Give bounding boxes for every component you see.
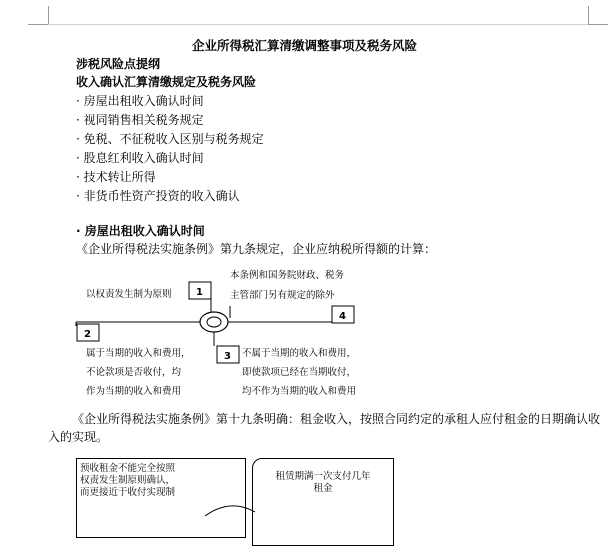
lump-sum-rent-line: 租赁期满一次支付几年: [275, 471, 371, 482]
prepaid-rent-line: 而更接近于收付实现制: [80, 487, 176, 498]
topic-heading: · 房屋出租收入确认时间: [76, 224, 205, 238]
diagram-label-3-line-1: 不属于当期的收入和费用，: [242, 348, 357, 359]
outline-item: · 免税、不征税收入区别与税务规定: [76, 132, 264, 146]
diagram-label-1: 以权责发生制为原则: [86, 289, 172, 300]
diagram-num-4: 4: [339, 311, 346, 322]
document-title: 企业所得税汇算清缴调整事项及税务风险: [191, 38, 417, 53]
outline-item: · 房屋出租收入确认时间: [76, 94, 204, 108]
diagram-label-2-line-2: 不论款项是否收付，均: [86, 367, 182, 378]
diagram-num-2: 2: [84, 329, 91, 340]
diagram-label-2-line-1: 属于当期的收入和费用，: [86, 348, 191, 359]
crop-mark-right-h: [588, 24, 608, 25]
diagram-label-2-line-3: 作为当期的收入和费用: [86, 386, 182, 397]
diagram-label-3-line-3: 均不作为当期的收入和费用: [242, 386, 357, 397]
box-connector: [205, 498, 265, 518]
section-heading: 涉税风险点提纲: [76, 57, 161, 71]
crop-mark-left-h: [28, 24, 48, 25]
page-top-edge: [48, 24, 588, 25]
diagram-num-1: 1: [196, 287, 203, 298]
diagram-num-3: 3: [224, 351, 231, 362]
outline-item: · 股息红利收入确认时间: [76, 151, 204, 165]
rent-income-paragraph: [48, 410, 608, 446]
prepaid-rent-line: 预收租金不能完全按照: [80, 463, 176, 474]
crop-mark-left-v: [48, 6, 49, 25]
rent-income-paragraph-text: 《企业所得税法实施条例》第十九条明确：租金收入，按照合同约定的承租人应付租金的日期确认收入的实现。: [48, 412, 601, 444]
crop-mark-right-v: [588, 6, 589, 25]
outline-item: · 视同销售相关税务规定: [76, 113, 204, 127]
diagram-label-4-line-2: 主管部门另有规定的除外: [230, 290, 335, 301]
prepaid-rent-line: 权责发生制原则确认，: [80, 475, 176, 486]
lump-sum-rent-line: 租金: [313, 483, 333, 494]
subheading: 收入确认汇算清缴规定及税务风险: [76, 75, 257, 89]
income-recognition-diagram: [60, 262, 380, 404]
diagram-center-ring-inner: [207, 317, 221, 327]
intro-line: 《企业所得税法实施条例》第九条规定，企业应纳税所得额的计算：: [76, 242, 437, 256]
diagram-label-3-line-2: 即使款项已经在当期收付，: [242, 367, 357, 378]
outline-item: · 非货币性资产投资的收入确认: [76, 189, 240, 203]
outline-item: · 技术转让所得: [76, 170, 156, 184]
lump-sum-rent-box: [252, 458, 394, 546]
diagram-label-4-line-1: 本条例和国务院财政、税务: [230, 270, 345, 281]
